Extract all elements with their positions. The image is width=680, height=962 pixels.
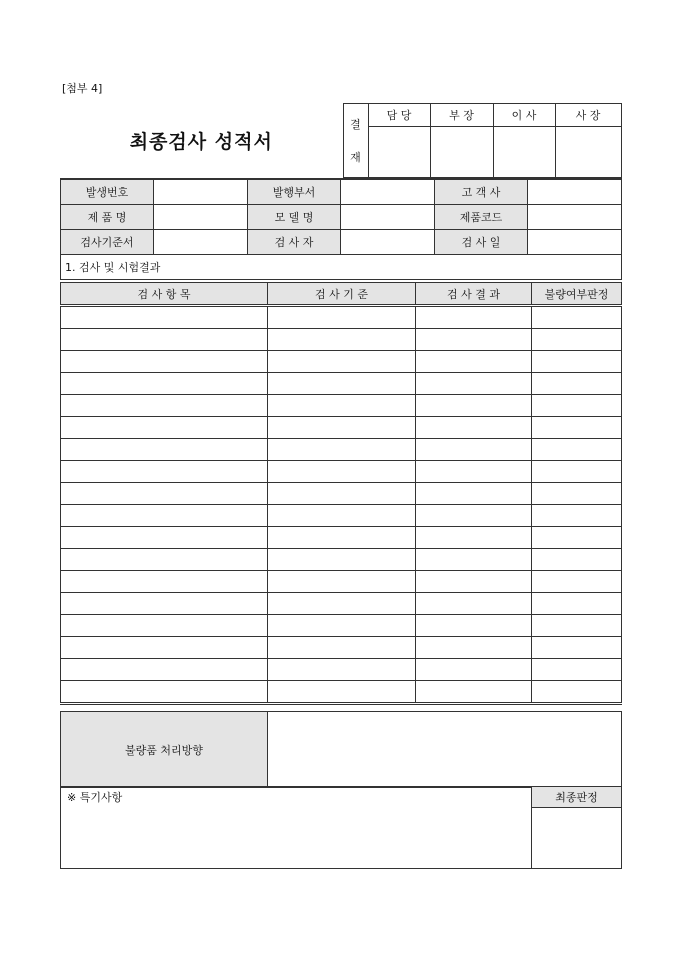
- table-row: [61, 549, 622, 571]
- standard-cell[interactable]: [268, 637, 416, 659]
- standard-cell[interactable]: [268, 527, 416, 549]
- judgment-cell[interactable]: [532, 351, 622, 373]
- result-cell[interactable]: [416, 373, 532, 395]
- inspect-date-label: 검 사 일: [435, 230, 528, 255]
- result-cell[interactable]: [416, 615, 532, 637]
- table-row: [61, 461, 622, 483]
- table-row: [61, 417, 622, 439]
- table-row: [61, 593, 622, 615]
- table-row: [61, 439, 622, 461]
- standard-cell[interactable]: [268, 659, 416, 681]
- issue-dept-label: 발행부서: [248, 179, 341, 205]
- judgment-cell[interactable]: [532, 549, 622, 571]
- customer-label: 고 객 사: [435, 179, 528, 205]
- judgment-cell[interactable]: [532, 306, 622, 329]
- judgment-cell[interactable]: [532, 417, 622, 439]
- remarks-table: [60, 786, 622, 869]
- item-cell[interactable]: [61, 549, 268, 571]
- item-cell[interactable]: [61, 351, 268, 373]
- judgment-cell[interactable]: [532, 461, 622, 483]
- item-cell[interactable]: [61, 439, 268, 461]
- standard-cell[interactable]: [268, 395, 416, 417]
- approval-role-director: 이 사: [493, 104, 555, 127]
- standard-cell[interactable]: [268, 483, 416, 505]
- result-cell[interactable]: [416, 659, 532, 681]
- result-cell[interactable]: [416, 681, 532, 704]
- judgment-cell[interactable]: [532, 527, 622, 549]
- standard-cell[interactable]: [268, 351, 416, 373]
- approval-role-manager: 부 장: [430, 104, 493, 127]
- table-row: [61, 329, 622, 351]
- info-table: [60, 178, 622, 280]
- result-cell[interactable]: [416, 417, 532, 439]
- judgment-cell[interactable]: [532, 373, 622, 395]
- judgment-cell[interactable]: [532, 637, 622, 659]
- standard-cell[interactable]: [268, 306, 416, 329]
- header-table: [60, 103, 622, 178]
- table-row: [61, 373, 622, 395]
- inspector-field[interactable]: [341, 230, 435, 255]
- judgment-cell[interactable]: [532, 483, 622, 505]
- standard-cell[interactable]: [268, 439, 416, 461]
- item-cell[interactable]: [61, 659, 268, 681]
- defect-handling-table: [60, 711, 622, 788]
- result-cell[interactable]: [416, 306, 532, 329]
- standard-cell[interactable]: [268, 593, 416, 615]
- judgment-cell[interactable]: [532, 329, 622, 351]
- standard-cell[interactable]: [268, 329, 416, 351]
- inspect-date-field[interactable]: [528, 230, 622, 255]
- attachment-label: [첨부 4]: [62, 82, 103, 95]
- header-inspection-result: 검 사 결 과: [416, 283, 532, 306]
- final-judgment-field[interactable]: [532, 808, 622, 869]
- standard-doc-field[interactable]: [154, 230, 248, 255]
- judgment-cell[interactable]: [532, 659, 622, 681]
- item-cell[interactable]: [61, 681, 268, 704]
- approval-role-president: 사 장: [555, 104, 621, 127]
- standard-cell[interactable]: [268, 505, 416, 527]
- standard-cell[interactable]: [268, 681, 416, 704]
- table-row: [61, 681, 622, 704]
- defect-handling-label: 불량품 처리방향: [61, 712, 268, 788]
- result-cell[interactable]: [416, 527, 532, 549]
- remarks-area[interactable]: [61, 787, 532, 869]
- judgment-cell[interactable]: [532, 439, 622, 461]
- standard-cell[interactable]: [268, 417, 416, 439]
- item-cell[interactable]: [61, 615, 268, 637]
- item-cell[interactable]: [61, 637, 268, 659]
- approval-label-top: 결: [350, 117, 361, 131]
- inspection-table: [60, 282, 622, 705]
- sign-box-staff[interactable]: [368, 127, 430, 178]
- document-title: 최종검사 성적서: [60, 104, 343, 178]
- judgment-cell[interactable]: [532, 571, 622, 593]
- header-inspection-standard: 검 사 기 준: [268, 283, 416, 306]
- sign-box-manager[interactable]: [430, 127, 493, 178]
- standard-cell[interactable]: [268, 461, 416, 483]
- model-name-field[interactable]: [341, 205, 435, 230]
- item-cell[interactable]: [61, 373, 268, 395]
- table-row: [61, 659, 622, 681]
- result-cell[interactable]: [416, 329, 532, 351]
- product-code-field[interactable]: [528, 205, 622, 230]
- table-row: [61, 351, 622, 373]
- judgment-cell[interactable]: [532, 615, 622, 637]
- result-cell[interactable]: [416, 505, 532, 527]
- item-cell[interactable]: [61, 505, 268, 527]
- result-cell[interactable]: [416, 637, 532, 659]
- product-name-label: 제 품 명: [61, 205, 154, 230]
- item-cell[interactable]: [61, 593, 268, 615]
- result-cell[interactable]: [416, 439, 532, 461]
- approval-label: [343, 104, 368, 178]
- item-cell[interactable]: [61, 329, 268, 351]
- judgment-cell[interactable]: [532, 505, 622, 527]
- result-cell[interactable]: [416, 461, 532, 483]
- header-inspection-item: 검 사 항 목: [61, 283, 268, 306]
- judgment-cell[interactable]: [532, 593, 622, 615]
- issue-dept-field[interactable]: [341, 179, 435, 205]
- approval-label-bottom: 재: [350, 150, 361, 164]
- table-row: [61, 571, 622, 593]
- customer-field[interactable]: [528, 179, 622, 205]
- table-row: [61, 306, 622, 329]
- result-cell[interactable]: [416, 571, 532, 593]
- product-code-label: 제품코드: [435, 205, 528, 230]
- standard-cell[interactable]: [268, 615, 416, 637]
- result-cell[interactable]: [416, 593, 532, 615]
- product-name-field[interactable]: [154, 205, 248, 230]
- standard-cell[interactable]: [268, 571, 416, 593]
- judgment-cell[interactable]: [532, 395, 622, 417]
- table-row: [61, 395, 622, 417]
- result-cell[interactable]: [416, 549, 532, 571]
- sign-box-president[interactable]: [555, 127, 621, 178]
- issue-no-label: 발생번호: [61, 179, 154, 205]
- table-row: [61, 615, 622, 637]
- standard-cell[interactable]: [268, 549, 416, 571]
- result-cell[interactable]: [416, 395, 532, 417]
- inspector-label: 검 사 자: [248, 230, 341, 255]
- item-cell[interactable]: [61, 306, 268, 329]
- header-defect-judgment: 불량여부판정: [532, 283, 622, 306]
- item-cell[interactable]: [61, 461, 268, 483]
- standard-doc-label: 검사기준서: [61, 230, 154, 255]
- remarks-label: ※ 특기사항: [67, 791, 123, 804]
- result-cell[interactable]: [416, 351, 532, 373]
- item-cell[interactable]: [61, 571, 268, 593]
- item-cell[interactable]: [61, 527, 268, 549]
- item-cell[interactable]: [61, 395, 268, 417]
- inspection-header-row: [61, 283, 622, 306]
- approval-role-staff: 담 당: [368, 104, 430, 127]
- final-judgment-label: 최종판정: [532, 787, 622, 808]
- table-row: [61, 527, 622, 549]
- sign-box-director[interactable]: [493, 127, 555, 178]
- item-cell[interactable]: [61, 483, 268, 505]
- table-row: [61, 483, 622, 505]
- defect-handling-field[interactable]: [268, 712, 622, 788]
- issue-no-field[interactable]: [154, 179, 248, 205]
- judgment-cell[interactable]: [532, 681, 622, 704]
- table-row: [61, 505, 622, 527]
- table-row: [61, 637, 622, 659]
- item-cell[interactable]: [61, 417, 268, 439]
- section-title: 1. 검사 및 시험결과: [61, 255, 622, 280]
- model-name-label: 모 델 명: [248, 205, 341, 230]
- standard-cell[interactable]: [268, 373, 416, 395]
- result-cell[interactable]: [416, 483, 532, 505]
